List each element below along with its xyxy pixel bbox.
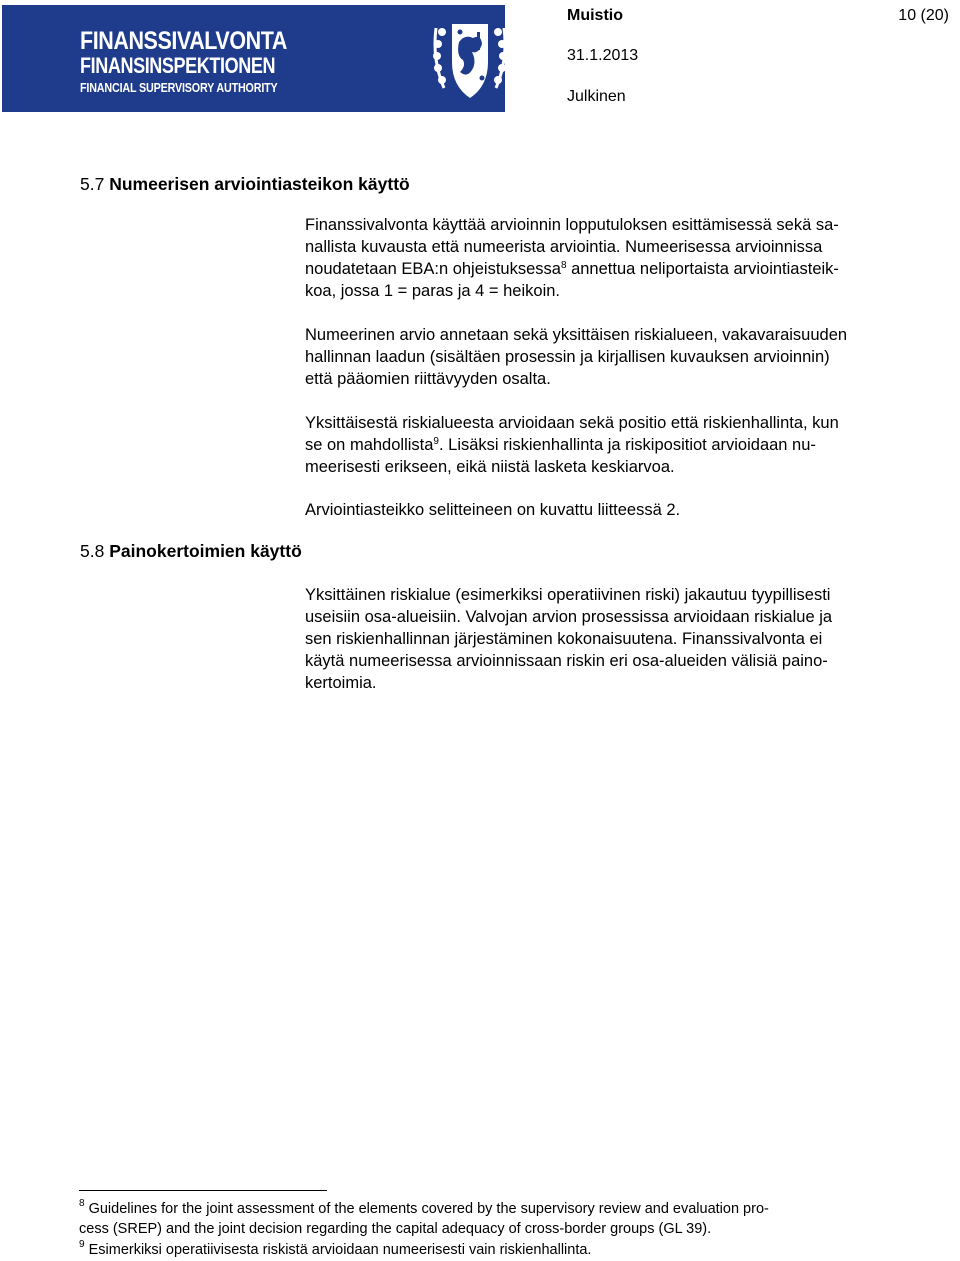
footnote-reference: 8 [560, 260, 567, 271]
section-title: Painokertoimien käyttö [109, 541, 302, 561]
footnote-separator [79, 1190, 327, 1191]
logo-banner [2, 5, 505, 112]
text-line: että pääomien riittävyyden osalta. [305, 370, 551, 388]
paragraph [305, 214, 905, 302]
text-line: hallinnan laadun (sisältäen prosessin ja kirjallisen kuvauksen arvioinnin) [305, 348, 830, 366]
page-number: 10 (20) [898, 7, 949, 24]
footnote-marker: 8 [79, 1198, 85, 1209]
text-line: meerisesti erikseen, eikä niistä lasketa keskiarvoa. [305, 458, 675, 476]
text-line: Yksittäinen riskialue (esimerkiksi operatiivinen riski) jakautuu tyypillisesti [305, 586, 831, 604]
paragraph [305, 584, 905, 694]
text-line: useisiin osa-alueisiin. Valvojan arvion prosessissa arvioidaan riskialue ja [305, 608, 833, 626]
text-line: käytä numeerisessa arvioinnissaan riskin eri osa-alueiden välisiä paino- [305, 652, 828, 670]
lion-seal-icon [422, 8, 518, 112]
paragraph [305, 324, 905, 390]
section-heading-5-8 [80, 541, 302, 562]
text-line: nallista kuvausta että numeerista arviointia. Numeerisessa arvioinnissa [305, 238, 823, 256]
text-line: Numeerinen arvio annetaan sekä yksittäisen riskialueen, vakavaraisuuden [305, 326, 848, 344]
document-date: 31.1.2013 [567, 47, 639, 64]
logo-line-2: FINANSINSPEKTIONEN [80, 53, 276, 78]
text-line: Finanssivalvonta käyttää arvioinnin lopputuloksen esittämisessä sekä sa- [305, 216, 839, 234]
footnote-9 [79, 1240, 591, 1260]
footnote-8 [79, 1199, 769, 1239]
text-line-start: se on mahdollista [305, 436, 434, 454]
text-line-end: . Lisäksi riskienhallinta ja riskipositiot arvioidaan nu- [438, 436, 816, 454]
document-type-label: Muistio [567, 7, 623, 24]
footnote-reference: 9 [433, 436, 439, 447]
paragraph [305, 412, 905, 478]
classification-label: Julkinen [567, 88, 626, 105]
text-line: sen riskienhallinnan järjestäminen kokonaisuutena. Finanssivalvonta ei [305, 630, 823, 648]
text-line: kertoimia. [305, 674, 377, 692]
footnote-line [79, 1199, 769, 1219]
footnote-line [79, 1240, 591, 1260]
text-line: Yksittäisestä riskialueesta arvioidaan sekä positio että riskienhallinta, kun [305, 414, 839, 432]
text-line-start: noudatetaan EBA:n ohjeistuksessa [305, 260, 561, 278]
section-title: Numeerisen arviointiasteikon käyttö [109, 174, 410, 194]
section-heading-5-7 [80, 174, 410, 195]
logo-line-3: FINANCIAL SUPERVISORY AUTHORITY [80, 81, 278, 95]
footnote-line: cess (SREP) and the joint decision regarding the capital adequacy of cross-border groups (GL 39). [79, 1221, 712, 1237]
text-line [305, 258, 905, 280]
footnote-text: Guidelines for the joint assessment of the elements covered by the supervisory review and evaluation pro- [88, 1201, 769, 1217]
section-number: 5.8 [80, 541, 105, 561]
footnote-text: Esimerkiksi operatiivisesta riskistä arvioidaan numeerisesti vain riskienhallinta. [88, 1242, 592, 1258]
section-number: 5.7 [80, 174, 105, 194]
paragraph [305, 499, 905, 521]
logo-line-1: FINANSSIVALVONTA [80, 27, 287, 55]
text-line-end: annettua neliportaista arviointiasteik- [566, 260, 839, 278]
text-line: Arviointiasteikko selitteineen on kuvattu liitteessä 2. [305, 501, 681, 519]
text-line [305, 434, 905, 456]
footnote-marker: 9 [79, 1239, 85, 1250]
text-line: koa, jossa 1 = paras ja 4 = heikoin. [305, 282, 560, 300]
